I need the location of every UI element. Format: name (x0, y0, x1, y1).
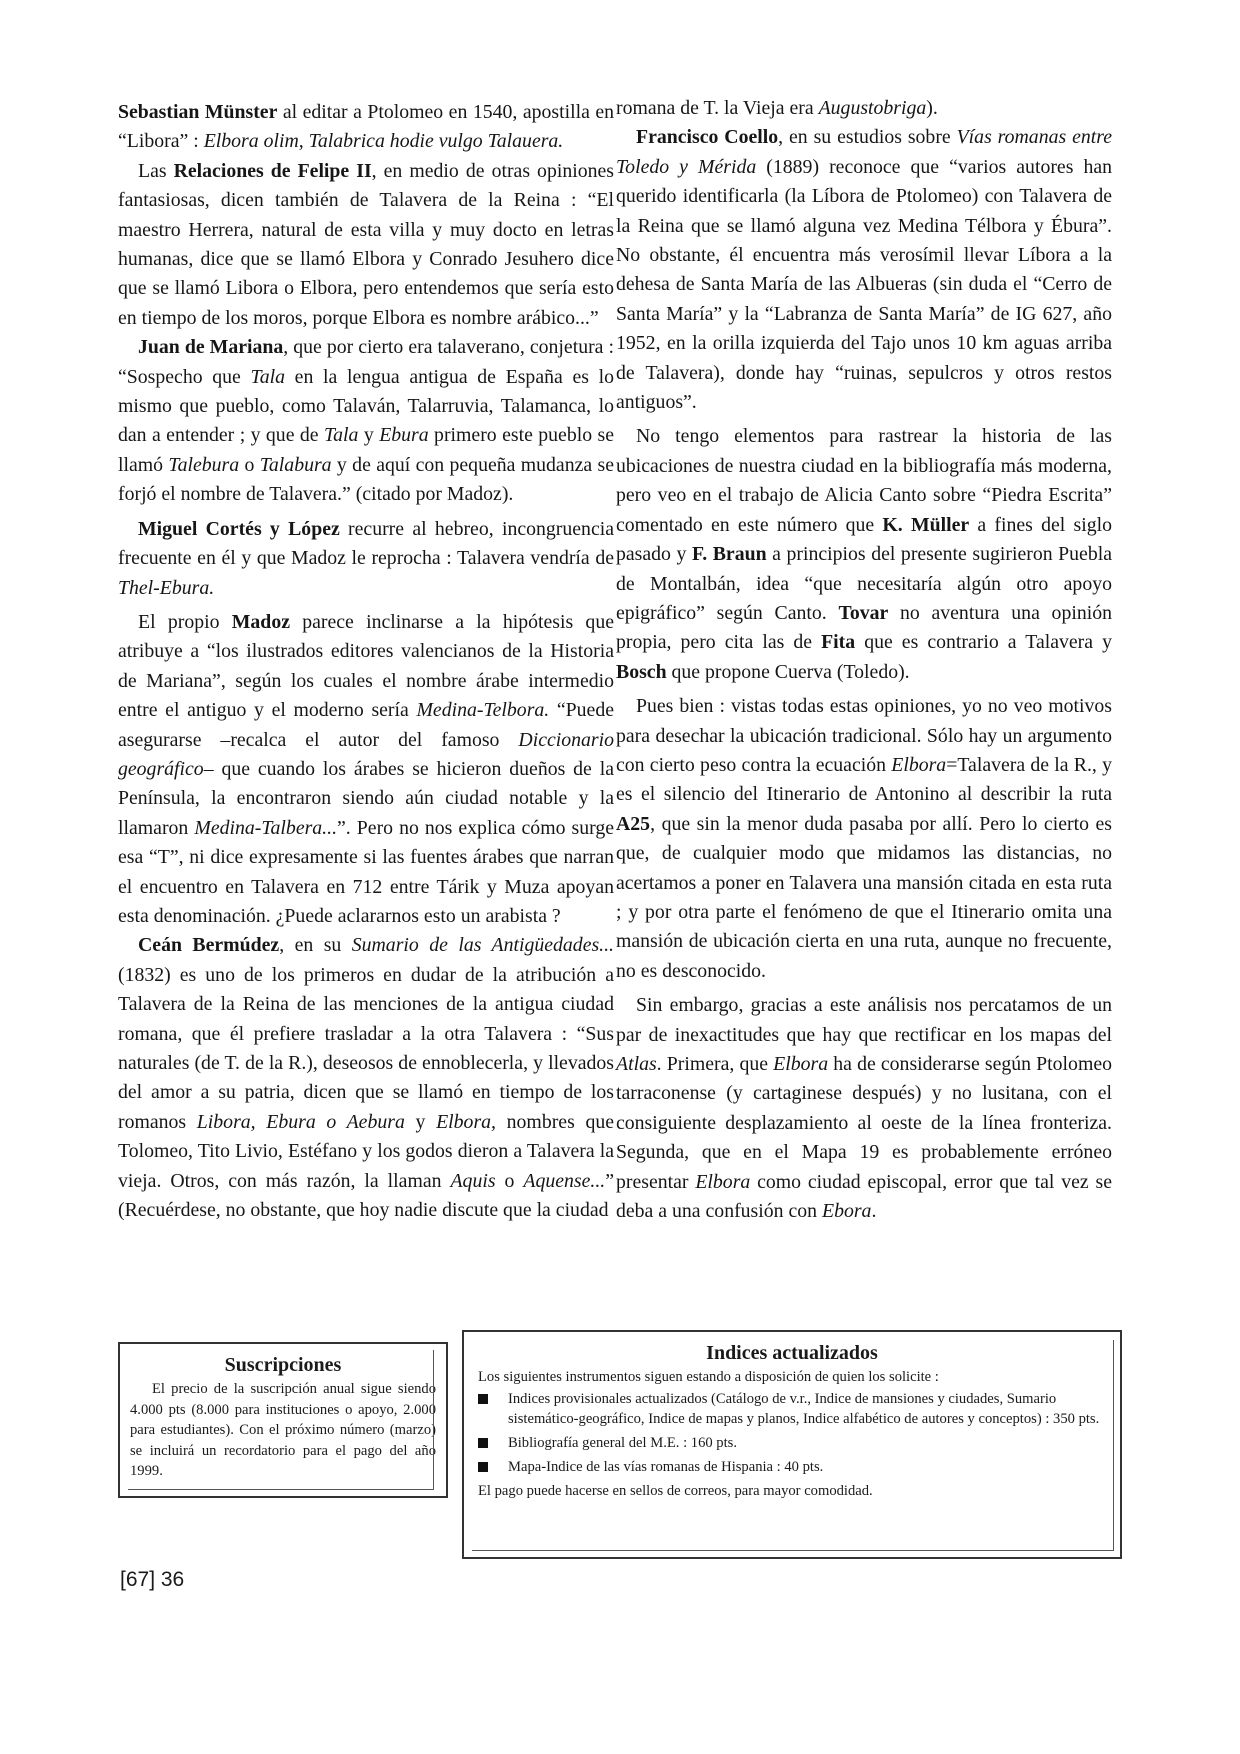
square-bullet-icon (478, 1394, 488, 1404)
left-column (118, 98, 614, 1225)
text-run: No tengo elementos para rastrear la historia de las ubicaciones de nuestra ciudad en la bibliografía más moderna, pero veo en el trabajo de Alicia Canto sobre “Piedra Escrita” comentado en este número que (616, 425, 1112, 536)
text-run: . (871, 1200, 877, 1223)
name-mariana: Juan de Mariana (138, 336, 284, 359)
square-bullet-icon (478, 1462, 488, 1472)
text-run: (1832) es uno de los primeros en dudar de la atribución a Talavera de la Reina de las menciones de la antigua ciudad romana, que él prefiere trasladar a la otra Talavera : “Sus naturales (de T. de la R.), deseosos de ennoblecerla, y llevados del amor a su patria, dicen que se llamó en tiempo de los romanos (118, 963, 614, 1133)
text-run: ). (926, 97, 938, 119)
italic-run: Aquis (450, 1169, 496, 1192)
list-item-text: Bibliografía general del M.E. : 160 pts. (508, 1435, 737, 1451)
text-run: y (404, 1110, 437, 1133)
text-run: como ciudad episcopal, error que tal vez se deba a una confusión con (616, 1170, 1112, 1223)
name-bosch: Bosch (616, 660, 667, 683)
name-tovar: Tovar (838, 601, 889, 624)
paragraph-cean (118, 931, 614, 1225)
text-run: , que por cierto era talaverano, conjetura : “Sospecho que (118, 336, 614, 388)
italic-run: Talabura (259, 453, 332, 476)
text-run: que propone Cuerva (Toledo). (666, 660, 910, 683)
italic-run: Tala (250, 365, 285, 388)
paragraph-cortes (118, 515, 614, 603)
indices-list (464, 1389, 1120, 1477)
text-run: Sin embargo, gracias a este análisis nos percatamos de un par de inexactitudes que hay que rectificar en los mapas del (616, 994, 1112, 1046)
indices-footer: El pago puede hacerse en sellos de correos, para mayor comodidad. (478, 1483, 873, 1499)
list-item-text: Mapa-Indice de las vías romanas de Hispania : 40 pts. (508, 1459, 824, 1475)
indices-intro: Los siguientes instrumentos siguen estando a disposición de quien los solicite : (478, 1369, 939, 1385)
text-run: (1889) reconoce que “varios autores han querido identificarla (la Líbora de Ptolomeo) con Talavera de la Reina que se llamó alguna vez Medina Télbora y Ébura”. No obstante, él encuentra más verosímil llevar Líbora a la dehesa de Santa María de las Albueras (sin duda el “Cerro de Santa María” y la “Labranza de Santa María” de IG 627, año 1952, en la orilla izquierda del Tajo unos 10 km aguas arriba de Talavera), donde hay “ruinas, sepulcros y otros restos antiguos”. (616, 155, 1113, 414)
indices-title: Indices actualizados (706, 1342, 878, 1364)
italic-run: Elbora olim, Talabrica hodie vulgo Talauera. (203, 130, 564, 153)
text-run: , en su (279, 934, 352, 957)
italic-run: Sumario de las Antigüedades... (351, 934, 615, 957)
paragraph-coello (616, 123, 1112, 417)
text-run: recurre al hebreo, incongruencia frecuente en él y que Madoz le reprocha : Talavera vendría de (118, 517, 614, 570)
subscriptions-box (118, 1342, 448, 1498)
text-run: y (358, 424, 380, 447)
italic-run: Diccionario geográfico– (118, 728, 614, 780)
paragraph-pues-bien (616, 692, 1112, 986)
name-braun: F. Braun (691, 543, 767, 566)
name-fita: Fita (821, 631, 856, 654)
text-run: Las (138, 159, 174, 182)
italic-run: Elbora (891, 753, 947, 776)
name-munster: Sebastian Münster (118, 101, 278, 123)
route-a25: A25 (616, 812, 651, 835)
name-muller: K. Müller (882, 513, 970, 536)
italic-run: Vías romanas entre Toledo y Mérida (616, 126, 1112, 178)
text-run: o (239, 453, 260, 476)
text-run: “Puede asegurarse –recalca el autor del famoso (118, 699, 614, 751)
text-run: romana de T. la Vieja era (616, 97, 819, 119)
indices-box (462, 1330, 1122, 1559)
list-item (478, 1389, 1106, 1429)
italic-run: Talebura (168, 453, 240, 476)
paragraph-mariana (118, 333, 614, 509)
text-run: y de aquí con pequeña mudanza se forjó el nombre de Talavera.” (citado por Madoz). (118, 453, 614, 506)
italic-run: Ebora (821, 1200, 872, 1223)
text-run: que es contrario a Talavera y (855, 631, 1112, 654)
text-run: El propio (138, 610, 232, 633)
name-cean: Ceán Bermúdez (138, 934, 280, 957)
name-madoz: Madoz (231, 610, 290, 633)
text-run: o (495, 1169, 524, 1192)
italic-run: Medina-Talbera... (194, 816, 338, 839)
name-cortes: Miguel Cortés y López (138, 517, 340, 540)
text-run: primero este pueblo se llamó (118, 424, 614, 476)
italic-run: Elbora (773, 1053, 829, 1075)
list-item (478, 1433, 1106, 1453)
text-run: que cuando los árabes se hicieron dueños de la Península, la encontraron siendo aún ciudad notable y la llamaron (118, 757, 614, 839)
text-run: en la lengua antigua de España es lo mismo que pueblo, como Talaván, Talarruvia, Talamanca, lo dan a entender ; y que de (118, 365, 614, 447)
text-run: a principios del presente sugirieron Puebla de Montalbán, idea “que necesitaría algún otro apoyo epigráfico” según Canto. (616, 543, 1112, 624)
text-run: ”. Pero no nos explica cómo surge esa “T”, ni dice expresamente si las fuentes árabes que narran el encuentro en Talavera en 712 entre Tárik y Muza apoyan esta denominación. ¿Puede aclararnos esto un arabista ? (118, 816, 614, 927)
text-run: ” (Recuérdese, no obstante, que hoy nadie discute que la ciudad (118, 1169, 614, 1222)
subscriptions-title: Suscripciones (224, 1354, 342, 1376)
paragraph-munster (118, 98, 614, 157)
text-run: Pues bien : vistas todas estas opiniones, yo no veo motivos para desechar la ubicación tradicional. Sólo hay un argumento con cierto peso contra la ecuación (616, 695, 1112, 776)
italic-run: Aquense... (523, 1169, 606, 1192)
italic-run: Ebura (379, 424, 429, 447)
text-run: , en medio de otras opiniones fantasiosas, dicen también de Talavera de la Reina : “El maestro Herrera, natural de esta villa y muy docto en letras humanas, dice que se llamó Elbora y Conrado Jesuhero dice que se llamó Libora o Elbora, pero entendemos que sería esto en tiempo de los moros, porque Elbora es nombre arábico...” (118, 159, 614, 329)
italic-run: Atlas (616, 1053, 657, 1075)
text-run: =Talavera de la R., y es el silencio del Itinerario de Antonino al describir la ruta (616, 753, 1112, 806)
text-run: , en su estudios sobre (778, 126, 957, 149)
list-item-text: Indices provisionales actualizados (Catálogo de v.r., Indice de mansiones y ciudades, Sumario sistemático-geográfico, Indice de mapas y planos, Indice alfabético de autores y conceptos) : 350 pts. (508, 1391, 1100, 1427)
subscriptions-body: El precio de la suscripción anual sigue siendo 4.000 pts (8.000 para instituciones o apoyo, 2.000 para estudiantes). Con el próximo número (marzo) se incluirá un recordatorio para el pago del año 1999. (130, 1381, 436, 1479)
italic-run: Elbora (695, 1170, 751, 1193)
right-column (616, 94, 1112, 1226)
page-number: [67] 36 (120, 1568, 185, 1591)
list-item (478, 1457, 1106, 1477)
text-run: ha de considerarse según Ptolomeo tarraconense (y cartaginese después) y no lusitana, con el consiguiente desplazamiento al oeste de la línea fronteriza. Segunda, que en el Mapa 19 es probablemente erróneo presentar (616, 1053, 1112, 1193)
text-run: , que sin la menor duda pasaba por allí. Pero lo cierto es que, de cualquier modo que midamos las distancias, no acertamos a poner en Talavera una mansión citada en esta ruta ; y por otra parte el fenómeno de que el Itinerario omita una mansión de ubicación cierta en una ruta, aunque no frecuente, no es desconocido. (616, 812, 1112, 982)
paragraph-bibliografia (616, 422, 1112, 687)
name-relaciones: Relaciones de Felipe II (173, 159, 372, 182)
text-run: a fines del siglo pasado y (616, 513, 1112, 566)
square-bullet-icon (478, 1438, 488, 1448)
text-run: nombres que Tolomeo, Tito Livio, Estéfano y los godos dieron a Talavera la vieja. Otros, con más razón, la llaman (118, 1110, 615, 1192)
italic-run: Thel-Ebura. (118, 576, 215, 599)
text-run: . Primera, que (656, 1053, 774, 1075)
text-run: parece inclinarse a la hipótesis que atribuye a “los ilustrados editores valencianos de la Historia de Mariana”, según los cuales el nombre árabe intermedio entre el antiguo y el moderno sería (118, 610, 614, 722)
paragraph-relaciones (118, 157, 614, 333)
paragraph-continuation (616, 94, 1112, 123)
italic-run: Tala (323, 424, 359, 447)
italic-run: Medina-Telbora. (416, 699, 550, 722)
paragraph-sin-embargo (616, 991, 1112, 1226)
subscriptions-box-shadow (128, 1350, 434, 1490)
text-run: no aventura una opinión propia, pero cita las de (616, 601, 1112, 654)
italic-run: Augustobriga (818, 97, 927, 119)
paragraph-madoz (118, 608, 614, 931)
text-run: al editar a Ptolomeo en 1540, apostilla en “Libora” : (118, 101, 615, 153)
italic-run: Elbora, (436, 1110, 496, 1133)
italic-run: Libora, Ebura o Aebura (196, 1110, 405, 1133)
name-coello: Francisco Coello (636, 126, 779, 149)
